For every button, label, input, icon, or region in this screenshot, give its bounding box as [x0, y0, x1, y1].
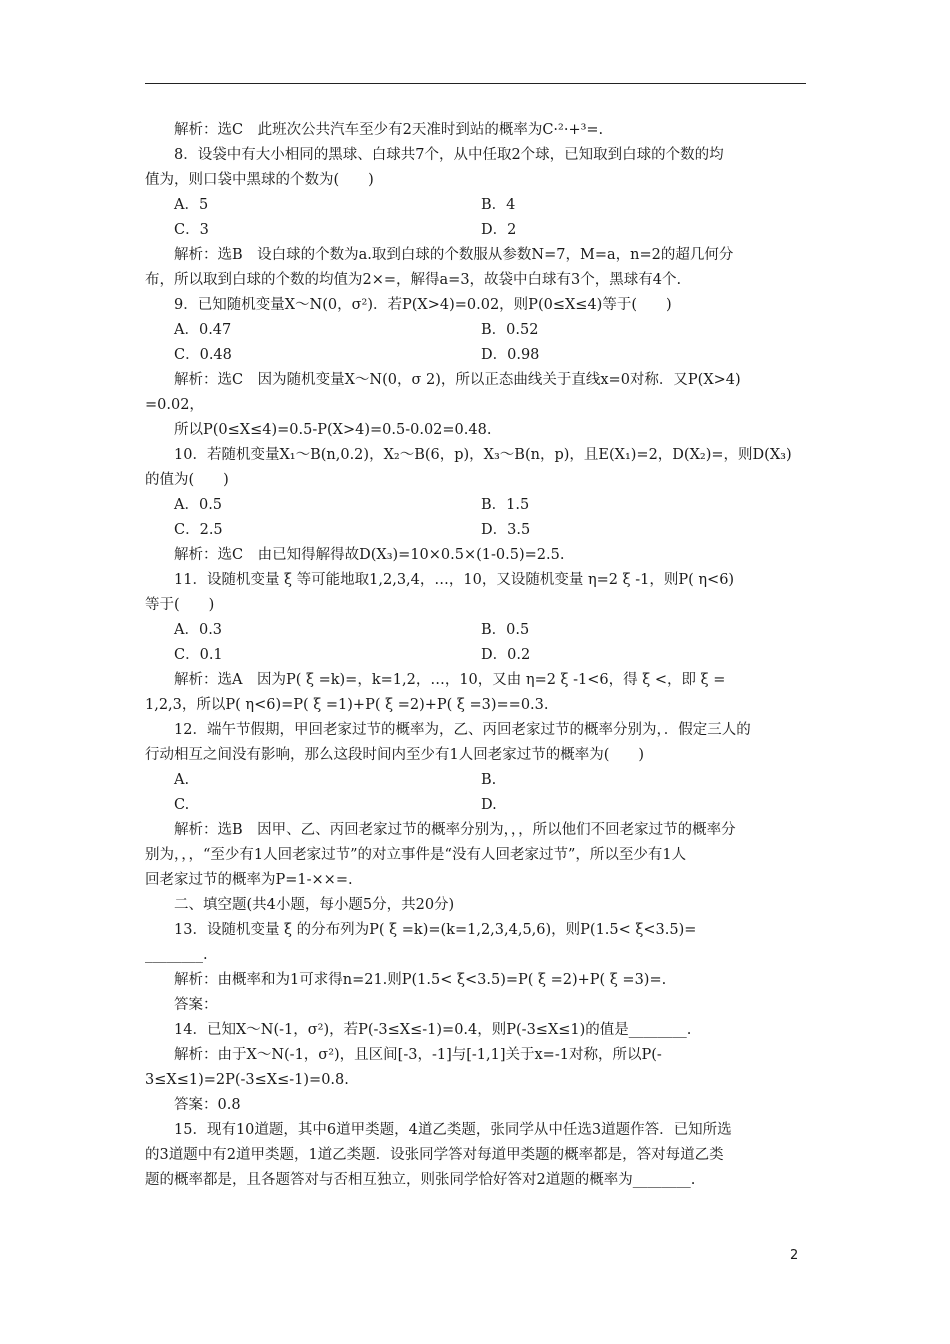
answer-q12-cont: 回老家过节的概率为P=1-××=.: [145, 872, 353, 888]
options-row: [145, 518, 806, 543]
answer-q8: 解析：选B 设白球的个数为a.取到白球的个数服从参数N=7，M=a，n=2的超几何分: [174, 247, 734, 263]
question-13: 13．设随机变量 ξ 的分布列为P( ξ =k)=(k=1,2,3,4,5,6)，则P(1.5< ξ<3.5)=: [174, 922, 697, 938]
question-8-cont: 值为，则口袋中黑球的个数为( ): [145, 172, 374, 188]
answer-q9: 解析：选C 因为随机变量X～N(0，σ 2)，所以正态曲线关于直线x=0对称．又P(X>4): [174, 372, 741, 388]
options-row: [145, 643, 806, 668]
option-d: D．3.5: [481, 522, 531, 538]
options-row: [145, 793, 806, 818]
question-10: 10．若随机变量X₁～B(n,0.2)，X₂～B(6，p)，X₃～B(n，p)，且E(X₁)=2，D(X₂)=，则D(X₃): [174, 447, 792, 463]
option-c: C．0.1: [174, 647, 223, 663]
answer-q13: 解析：由概率和为1可求得n=21.则P(1.5< ξ<3.5)=P( ξ =2)+P( ξ =3)=.: [174, 972, 667, 988]
question-15-cont: 的3道题中有2道甲类题，1道乙类题．设张同学答对每道甲类题的概率都是，答对每道乙类: [145, 1147, 724, 1163]
question-13-cont: ________.: [145, 947, 208, 963]
header-rule: [145, 83, 806, 84]
option-b: B．0.5: [481, 622, 530, 638]
answer-q14-cont: 3≤X≤1)=2P(-3≤X≤-1)=0.8.: [145, 1072, 349, 1088]
question-9: 9．已知随机变量X～N(0，σ²)．若P(X>4)=0.02，则P(0≤X≤4)等于( ): [174, 297, 672, 313]
options-row: [145, 768, 806, 793]
option-a: A．0.5: [174, 497, 223, 513]
answer-q7: 解析：选C 此班次公共汽车至少有2天准时到站的概率为C·²·+³=.: [174, 122, 604, 138]
option-d: D.: [481, 797, 497, 813]
answer-q12-cont: 别为，，，“至少有1人回老家过节”的对立事件是“没有人回老家过节”，所以至少有1人: [145, 847, 687, 863]
answer-q14: 解析：由于X～N(-1，σ²)，且区间[-3，-1]与[-1,1]关于x=-1对称，所以P(-: [174, 1047, 662, 1063]
answer-q14-result: 答案：0.8: [174, 1097, 241, 1113]
option-b: B.: [481, 772, 497, 788]
page-number: 2: [790, 1248, 799, 1263]
answer-q12: 解析：选B 因甲、乙、丙回老家过节的概率分别为，，，所以他们不回老家过节的概率分: [174, 822, 736, 838]
option-c: C.: [174, 797, 190, 813]
option-b: B．0.52: [481, 322, 539, 338]
answer-q9-cont: =0.02，: [145, 397, 204, 413]
answer-q13-result: 答案：: [174, 997, 218, 1013]
options-row: [145, 493, 806, 518]
option-c: C．2.5: [174, 522, 223, 538]
option-a: A．0.3: [174, 622, 223, 638]
question-11-cont: 等于( ): [145, 597, 215, 613]
question-12: 12．端午节假期，甲回老家过节的概率为，乙、丙回老家过节的概率分别为，．假定三人的: [174, 722, 751, 738]
option-a: A．5: [174, 197, 209, 213]
answer-q8-cont: 布，所以取到白球的个数的均值为2×=，解得a=3，故袋中白球有3个，黑球有4个.: [145, 272, 682, 288]
page-body: [145, 118, 806, 1193]
question-10-cont: 的值为( ): [145, 472, 229, 488]
option-b: B．4: [481, 197, 516, 213]
answer-q9-cont: 所以P(0≤X≤4)=0.5-P(X>4)=0.5-0.02=0.48.: [174, 422, 492, 438]
options-row: [145, 193, 806, 218]
question-8: 8．设袋中有大小相同的黑球、白球共7个，从中任取2个球，已知取到白球的个数的均: [174, 147, 724, 163]
question-15: 15．现有10道题，其中6道甲类题，4道乙类题，张同学从中任选3道题作答．已知所选: [174, 1122, 732, 1138]
answer-q10: 解析：选C 由已知得解得故D(X₃)=10×0.5×(1-0.5)=2.5.: [174, 547, 565, 563]
answer-q11: 解析：选A 因为P( ξ =k)=，k=1,2，…，10，又由 η=2 ξ -1<6，得 ξ <，即 ξ =: [174, 672, 726, 688]
question-14: 14．已知X～N(-1，σ²)，若P(-3≤X≤-1)=0.4，则P(-3≤X≤1)的值是________.: [174, 1022, 692, 1038]
question-11: 11．设随机变量 ξ 等可能地取1,2,3,4，…，10，又设随机变量 η=2 ξ -1，则P( η<6): [174, 572, 735, 588]
section-heading: 二、填空题(共4小题，每小题5分，共20分): [174, 897, 455, 913]
question-12-cont: 行动相互之间没有影响，那么这段时间内至少有1人回老家过节的概率为( ): [145, 747, 645, 763]
option-a: A．0.47: [174, 322, 232, 338]
option-d: D．0.2: [481, 647, 531, 663]
options-row: [145, 318, 806, 343]
option-c: C．3: [174, 222, 209, 238]
option-b: B．1.5: [481, 497, 530, 513]
answer-q11-cont: 1,2,3，所以P( η<6)=P( ξ =1)+P( ξ =2)+P( ξ =3)==0.3.: [145, 697, 549, 713]
options-row: [145, 218, 806, 243]
option-c: C．0.48: [174, 347, 232, 363]
option-a: A.: [174, 772, 190, 788]
options-row: [145, 618, 806, 643]
question-15-cont: 题的概率都是，且各题答对与否相互独立，则张同学恰好答对2道题的概率为________.: [145, 1172, 696, 1188]
options-row: [145, 343, 806, 368]
option-d: D．2: [481, 222, 517, 238]
option-d: D．0.98: [481, 347, 540, 363]
